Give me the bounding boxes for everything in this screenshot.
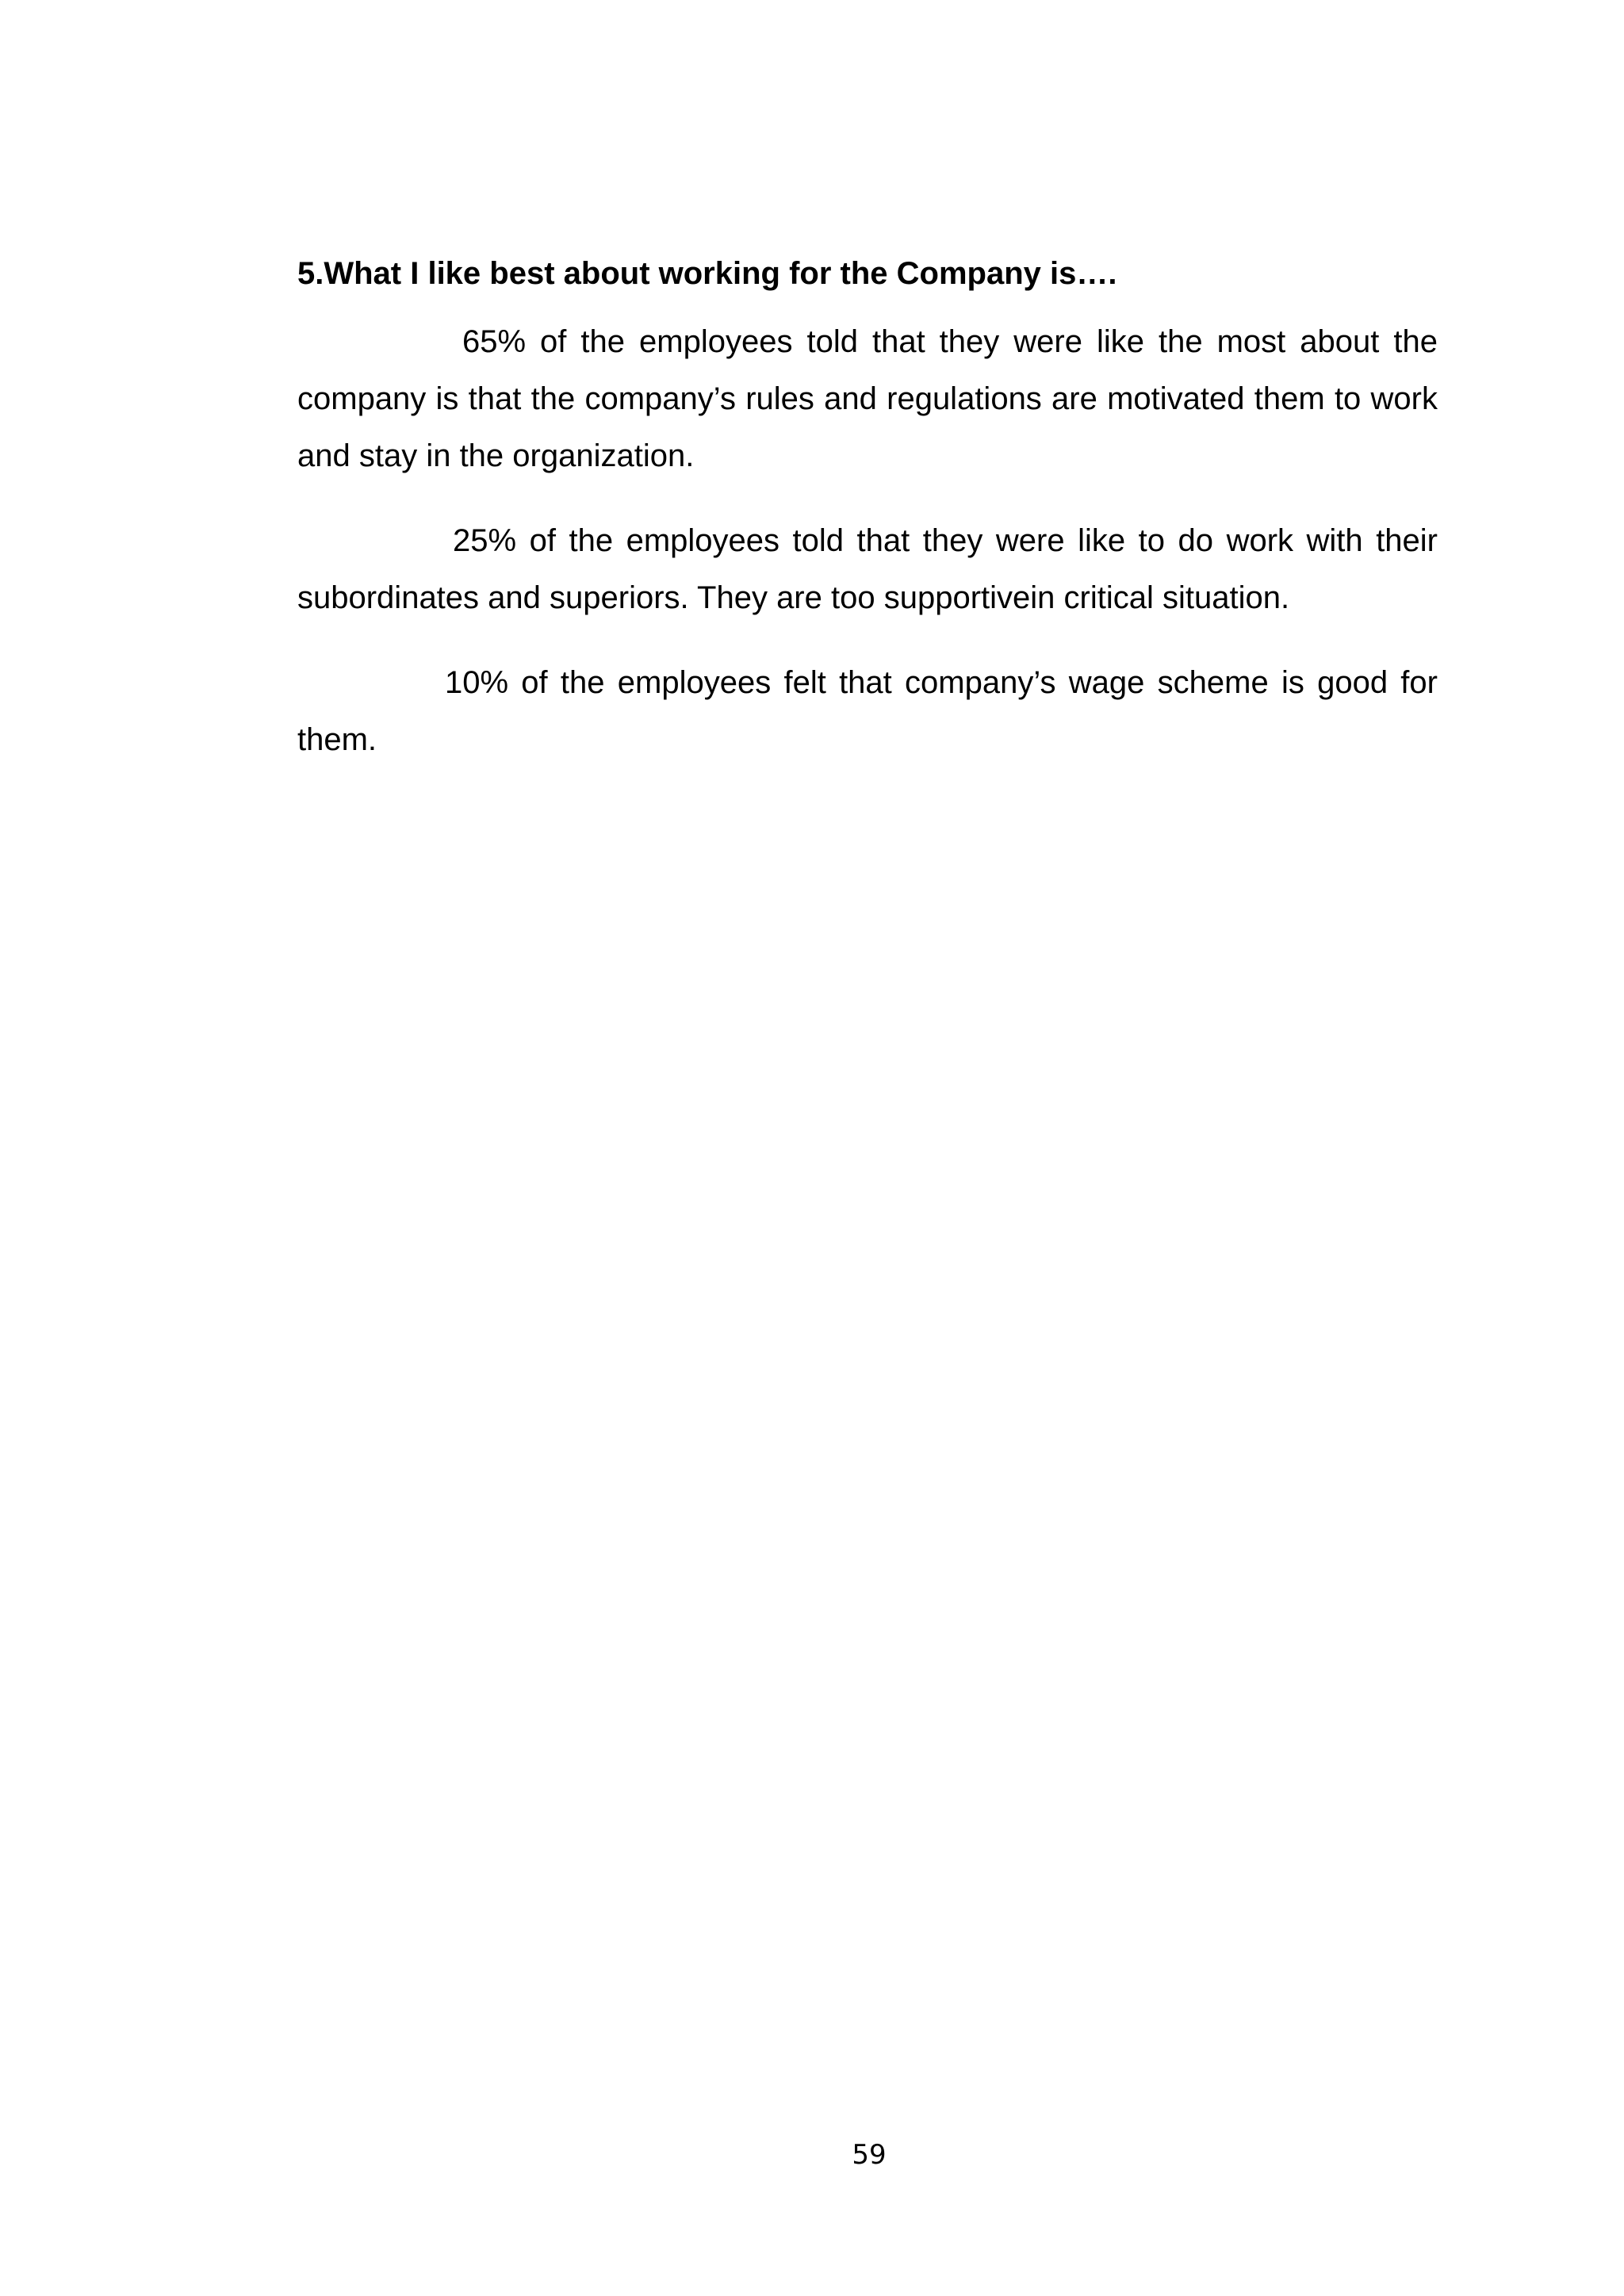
paragraph-25-percent: 25% of the employees told that they were like to do work with their subordinates and superiors. They are too supportivein critical situation. bbox=[297, 523, 1438, 615]
page-content bbox=[297, 250, 1438, 768]
paragraph-65-percent: 65% of the employees told that they were like the most about the company is that the company’s rules and regulations are motivated them to work and stay in the organization. bbox=[297, 324, 1438, 473]
section-heading: 5.What I like best about working for the Company is…. bbox=[297, 256, 1117, 291]
page-number: 59 bbox=[852, 2139, 887, 2171]
paragraph-10-percent: 10% of the employees felt that company’s wage scheme is good for them. bbox=[297, 665, 1438, 757]
